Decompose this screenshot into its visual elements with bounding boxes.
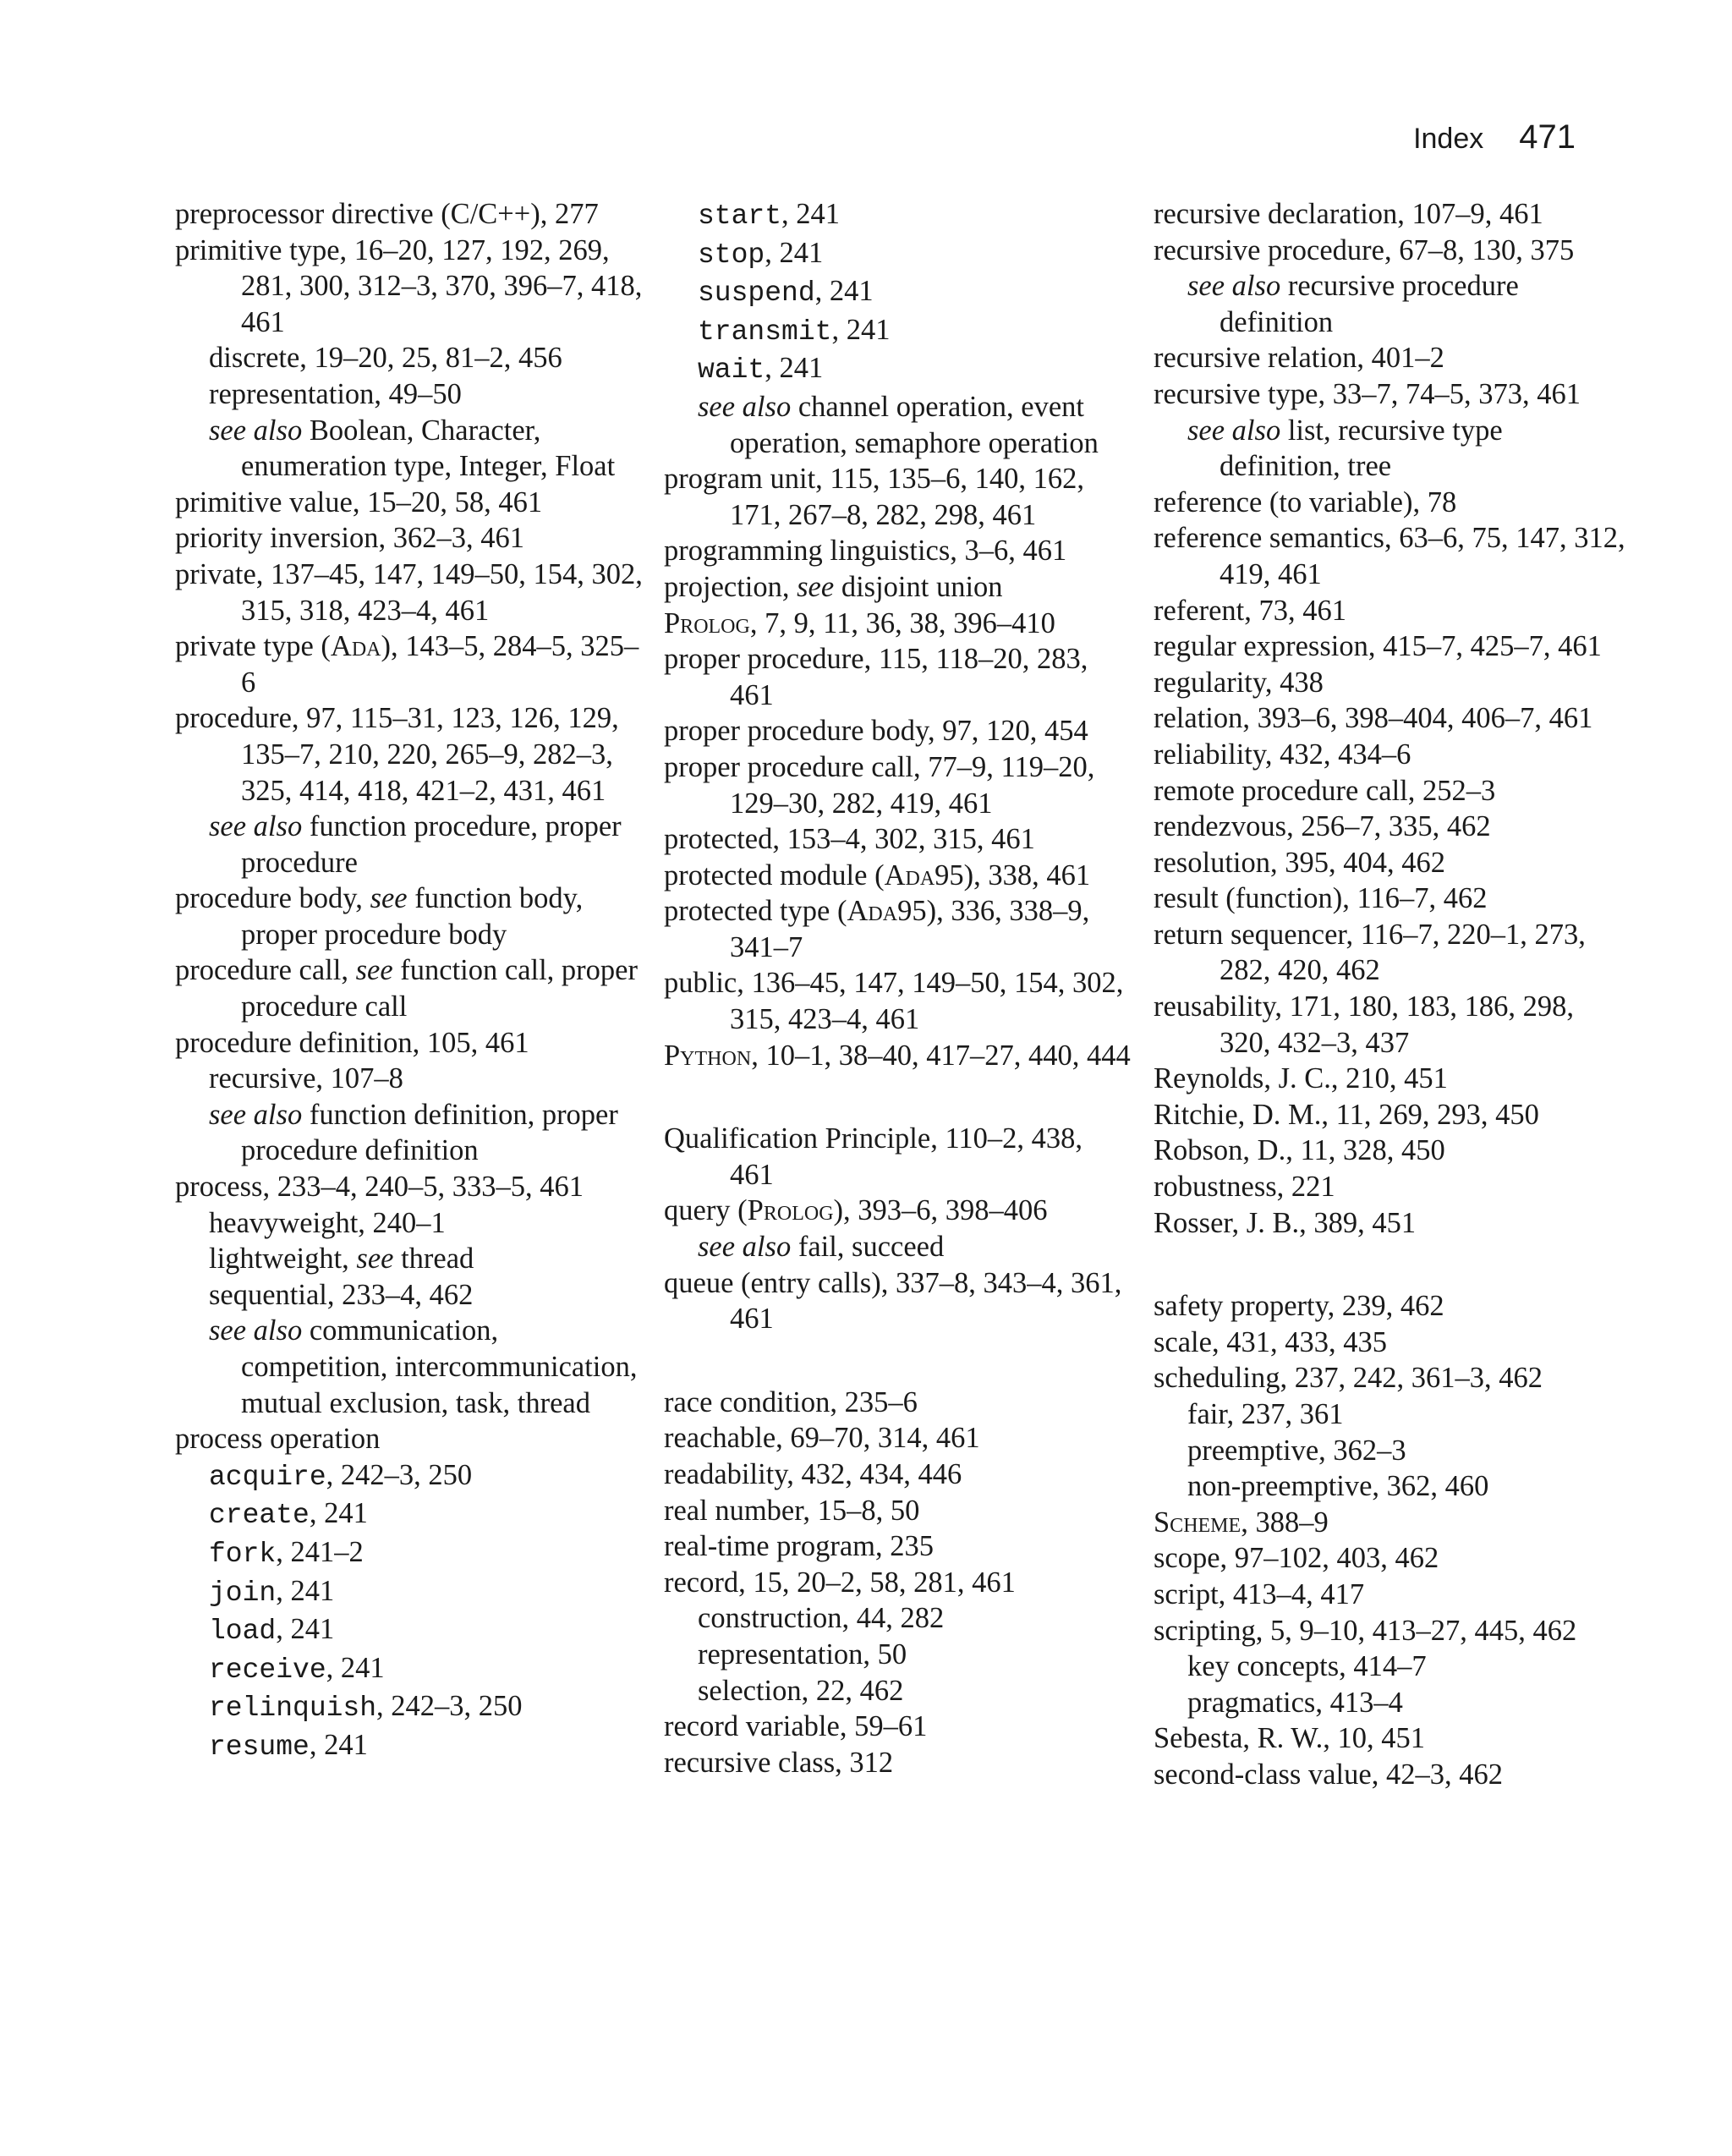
index-subentry	[175, 809, 649, 881]
index-entry	[1154, 845, 1627, 881]
index-entry	[664, 965, 1133, 1037]
index-column-1	[175, 196, 649, 1766]
index-subentry	[664, 389, 1133, 461]
letter-group-gap	[1154, 1241, 1627, 1288]
entry-text: , 241	[276, 1574, 335, 1607]
index-entry	[1154, 917, 1627, 989]
entry-text: procedure call,	[175, 954, 356, 987]
index-subentry	[664, 1637, 1133, 1673]
entry-text: ), 143–5, 284–5, 325–6	[241, 630, 639, 699]
index-entry	[1154, 1205, 1627, 1242]
entry-text: communication, competition, intercommunication, mutual exclusion, task, thread	[241, 1314, 638, 1419]
index-subentry	[175, 1688, 649, 1727]
index-subentry	[1154, 1685, 1627, 1721]
entry-text: see also	[1187, 414, 1281, 447]
index-entry	[664, 1193, 1133, 1229]
entry-text: primitive type, 16–20, 127, 192, 269, 281, 300, 312–3, 370, 396–7, 418, 461	[175, 233, 643, 338]
entry-text: see also	[209, 1314, 303, 1347]
entry-text: receive	[209, 1654, 326, 1686]
entry-text: sequential, 233–4, 462	[209, 1278, 474, 1311]
entry-text: 95), 338, 461	[935, 859, 1091, 891]
index-entry	[1154, 989, 1627, 1061]
entry-text: , 241	[814, 275, 874, 308]
entry-text: see also	[209, 810, 303, 843]
entry-text: Prolog	[664, 606, 750, 639]
entry-text: construction, 44, 282	[698, 1602, 945, 1635]
index-entry	[664, 461, 1133, 533]
entry-text: Reynolds, J. C., 210, 451	[1154, 1062, 1448, 1095]
entry-text: key concepts, 414–7	[1187, 1650, 1427, 1683]
index-entry	[175, 952, 649, 1024]
index-subentry	[175, 413, 649, 485]
entry-text: function body, proper procedure body	[241, 882, 584, 951]
index-entry	[664, 858, 1133, 894]
entry-text: channel operation, event operation, semaphore operation	[730, 390, 1099, 459]
index-entry	[1154, 196, 1627, 233]
index-entry	[175, 700, 649, 809]
index-entry	[664, 1709, 1133, 1745]
index-entry	[1154, 1061, 1627, 1097]
index-subentry	[175, 1457, 649, 1496]
index-entry	[175, 233, 649, 341]
entry-text: disjoint union	[834, 570, 1003, 603]
index-entry	[1154, 665, 1627, 701]
entry-text: , 241	[781, 198, 841, 230]
index-subentry	[664, 1600, 1133, 1637]
index-column-2	[664, 196, 1133, 1780]
entry-text: recursive relation, 401–2	[1154, 342, 1444, 375]
index-entry	[1154, 1577, 1627, 1613]
entry-text: procedure, 97, 115–31, 123, 126, 129, 135–7, 210, 220, 265–9, 282–3, 325, 414, 418, 421–2, 431, 461	[175, 702, 619, 807]
entry-text: Python	[664, 1039, 752, 1072]
index-entry	[664, 1420, 1133, 1457]
entry-text: regular expression, 415–7, 425–7, 461	[1154, 630, 1602, 663]
index-subentry	[175, 1097, 649, 1169]
entry-text: protected module (	[664, 859, 885, 891]
entry-text: , 241	[765, 236, 824, 269]
entry-text: queue (entry calls), 337–8, 343–4, 361, 461	[664, 1266, 1122, 1336]
index-entry	[1154, 340, 1627, 376]
index-entry	[664, 569, 1133, 606]
index-entry	[1154, 1505, 1627, 1541]
entry-text: real-time program, 235	[664, 1530, 935, 1563]
entry-text: scope, 97–102, 403, 462	[1154, 1542, 1439, 1575]
entry-text: Ada	[847, 895, 898, 928]
entry-text: priority inversion, 362–3, 461	[175, 522, 525, 555]
index-entry	[1154, 628, 1627, 665]
index-subentry	[664, 273, 1133, 312]
index-entry	[664, 1565, 1133, 1601]
index-subentry	[1154, 268, 1627, 340]
entry-text: see also	[209, 1098, 303, 1131]
entry-text: script, 413–4, 417	[1154, 1577, 1365, 1610]
entry-text: see also	[1187, 270, 1281, 303]
entry-text: public, 136–45, 147, 149–50, 154, 302, 315, 423–4, 461	[664, 967, 1124, 1036]
entry-text: , 241	[765, 352, 824, 385]
index-subentry	[1154, 1649, 1627, 1685]
entry-text: , 7, 9, 11, 36, 38, 396–410	[749, 606, 1055, 639]
entry-text: relinquish	[209, 1692, 377, 1725]
index-entry	[664, 1745, 1133, 1781]
entry-text: function call, proper procedure call	[241, 954, 638, 1023]
entry-text: heavyweight, 240–1	[209, 1206, 446, 1239]
entry-text: fork	[209, 1538, 277, 1570]
entry-text: process operation	[175, 1423, 381, 1456]
index-subentry	[664, 312, 1133, 351]
entry-text: list, recursive type definition, tree	[1220, 414, 1503, 483]
entry-text: 95), 336, 338–9, 341–7	[730, 895, 1090, 963]
page-number: 471	[1519, 118, 1576, 156]
entry-text: lightweight,	[209, 1243, 357, 1275]
entry-text: protected type (	[664, 895, 847, 928]
entry-text: wait	[698, 354, 765, 387]
entry-text: scale, 431, 433, 435	[1154, 1325, 1387, 1358]
entry-text: private type (	[175, 630, 331, 663]
entry-text: , 241	[326, 1651, 385, 1684]
index-subentry	[1154, 1433, 1627, 1469]
entry-text: start	[698, 200, 782, 232]
index-entry	[175, 485, 649, 521]
letter-group-gap	[664, 1073, 1133, 1121]
index-entry	[1154, 1540, 1627, 1577]
index-subentry	[175, 1061, 649, 1097]
index-entry	[1154, 1757, 1627, 1793]
entry-text: Robson, D., 11, 328, 450	[1154, 1134, 1445, 1167]
entry-text: acquire	[209, 1461, 326, 1493]
entry-text: process, 233–4, 240–5, 333–5, 461	[175, 1171, 584, 1204]
entry-text: reliability, 432, 434–6	[1154, 738, 1411, 771]
index-entry	[664, 641, 1133, 713]
entry-text: , 388–9	[1241, 1506, 1329, 1539]
index-subentry	[664, 1229, 1133, 1265]
entry-text: representation, 49–50	[209, 377, 462, 410]
entry-text: recursive procedure definition	[1220, 270, 1519, 338]
index-entry	[664, 1385, 1133, 1421]
entry-text: resolution, 395, 404, 462	[1154, 846, 1445, 879]
entry-text: see also	[698, 390, 792, 423]
entry-text: , 242–3, 250	[326, 1458, 473, 1491]
index-entry	[175, 1421, 649, 1457]
entry-text: recursive type, 33–7, 74–5, 373, 461	[1154, 377, 1581, 410]
entry-text: record variable, 59–61	[664, 1710, 928, 1743]
entry-text: regularity, 438	[1154, 666, 1324, 699]
entry-text: recursive, 107–8	[209, 1062, 403, 1095]
index-entry	[1154, 233, 1627, 269]
index-entry	[664, 749, 1133, 821]
entry-text: Sebesta, R. W., 10, 451	[1154, 1722, 1426, 1755]
index-entry	[1154, 881, 1627, 917]
entry-text: non-preemptive, 362, 460	[1187, 1470, 1489, 1503]
entry-text: remote procedure call, 252–3	[1154, 774, 1496, 807]
index-subentry	[175, 1573, 649, 1612]
entry-text: procedure body,	[175, 882, 370, 915]
index-subentry	[175, 340, 649, 376]
index-subentry	[175, 1534, 649, 1573]
entry-text: recursive procedure, 67–8, 130, 375	[1154, 233, 1575, 266]
index-subentry	[664, 1673, 1133, 1709]
entry-text: pragmatics, 413–4	[1187, 1686, 1403, 1719]
entry-text: second-class value, 42–3, 462	[1154, 1758, 1503, 1791]
entry-text: reusability, 171, 180, 183, 186, 298, 320, 432–3, 437	[1154, 990, 1575, 1059]
entry-text: see	[356, 1243, 394, 1275]
index-entry	[664, 606, 1133, 642]
index-entry	[1154, 376, 1627, 413]
entry-text: programming linguistics, 3–6, 461	[664, 535, 1067, 568]
entry-text: recursive declaration, 107–9, 461	[1154, 198, 1543, 230]
entry-text: see	[370, 882, 408, 915]
index-entry	[1154, 1613, 1627, 1649]
running-header-title: Index	[1413, 123, 1484, 155]
index-entry	[1154, 485, 1627, 521]
entry-text: private, 137–45, 147, 149–50, 154, 302, 315, 318, 423–4, 461	[175, 557, 643, 627]
index-entry	[175, 1025, 649, 1062]
entry-text: reference semantics, 63–6, 75, 147, 312, 419, 461	[1154, 522, 1625, 590]
entry-text: discrete, 19–20, 25, 81–2, 456	[209, 342, 562, 375]
index-entry	[664, 1121, 1133, 1193]
index-entry	[1154, 1720, 1627, 1757]
running-header	[1413, 118, 1576, 156]
entry-text: , 241	[276, 1613, 335, 1646]
index-subentry	[175, 1727, 649, 1766]
entry-text: selection, 22, 462	[698, 1674, 904, 1707]
entry-text: transmit	[698, 315, 832, 348]
entry-text: function definition, proper procedure definition	[241, 1098, 618, 1167]
index-entry	[1154, 1325, 1627, 1361]
index-entry	[1154, 1097, 1627, 1133]
index-subentry	[175, 1611, 649, 1650]
entry-text: preprocessor directive (C/C++), 277	[175, 198, 599, 230]
entry-text: recursive class, 312	[664, 1746, 894, 1779]
entry-text: , 241	[309, 1728, 368, 1761]
index-entry	[1154, 1288, 1627, 1325]
entry-text: Ada	[330, 630, 381, 663]
entry-text: projection,	[664, 570, 797, 603]
entry-text: protected, 153–4, 302, 315, 461	[664, 823, 1035, 856]
index-entry	[664, 821, 1133, 858]
entry-text: record, 15, 20–2, 58, 281, 461	[664, 1566, 1016, 1599]
entry-text: Prolog	[747, 1194, 834, 1227]
entry-text: Scheme	[1154, 1506, 1241, 1539]
index-entry	[1154, 737, 1627, 773]
entry-text: query (	[664, 1194, 748, 1227]
index-entry	[1154, 700, 1627, 737]
entry-text: proper procedure, 115, 118–20, 283, 461	[664, 643, 1088, 711]
entry-text: preemptive, 362–3	[1187, 1434, 1406, 1467]
index-subentry	[1154, 1468, 1627, 1505]
entry-text: result (function), 116–7, 462	[1154, 882, 1488, 915]
entry-text: scripting, 5, 9–10, 413–27, 445, 462	[1154, 1614, 1577, 1647]
index-column-3	[1154, 196, 1627, 1793]
entry-text: representation, 50	[698, 1638, 907, 1670]
entry-text: , 241	[831, 313, 891, 346]
index-subentry	[175, 1205, 649, 1242]
entry-text: see also	[698, 1231, 792, 1264]
index-subentry	[175, 1650, 649, 1689]
entry-text: proper procedure call, 77–9, 119–20, 129–30, 282, 419, 461	[664, 750, 1095, 820]
index-subentry	[175, 376, 649, 413]
entry-text: safety property, 239, 462	[1154, 1290, 1444, 1323]
entry-text: suspend	[698, 277, 815, 310]
index-entry	[1154, 809, 1627, 845]
entry-text: procedure definition, 105, 461	[175, 1026, 529, 1059]
entry-text: see	[797, 570, 835, 603]
index-entry	[1154, 1169, 1627, 1205]
entry-text: fail, succeed	[791, 1231, 945, 1264]
index-entry	[664, 1528, 1133, 1565]
index-entry	[175, 881, 649, 952]
index-entry	[1154, 1133, 1627, 1169]
index-entry	[175, 1169, 649, 1205]
index-entry	[664, 893, 1133, 965]
entry-text: scheduling, 237, 242, 361–3, 462	[1154, 1362, 1543, 1395]
index-entry	[175, 196, 649, 233]
index-entry	[175, 628, 649, 700]
entry-text: real number, 15–8, 50	[664, 1494, 920, 1527]
index-subentry	[664, 196, 1133, 235]
index-entry	[175, 557, 649, 628]
entry-text: robustness, 221	[1154, 1171, 1335, 1204]
entry-text: , 241–2	[276, 1535, 364, 1568]
entry-text: Boolean, Character, enumeration type, Integer, Float	[241, 414, 616, 483]
entry-text: ), 393–6, 398–406	[833, 1194, 1048, 1227]
entry-text: create	[209, 1500, 310, 1532]
entry-text: see also	[209, 414, 303, 447]
index-entry	[664, 1038, 1133, 1074]
entry-text: , 242–3, 250	[376, 1690, 523, 1723]
index-entry	[1154, 520, 1627, 592]
entry-text: function procedure, proper procedure	[241, 810, 622, 879]
index-subentry	[1154, 413, 1627, 485]
index-subentry	[1154, 1396, 1627, 1433]
entry-text: Ada	[884, 859, 935, 891]
entry-text: stop	[698, 239, 765, 271]
entry-text: relation, 393–6, 398–404, 406–7, 461	[1154, 702, 1593, 735]
entry-text: readability, 432, 434, 446	[664, 1458, 962, 1490]
entry-text: , 10–1, 38–40, 417–27, 440, 444	[751, 1039, 1131, 1072]
entry-text: race condition, 235–6	[664, 1385, 918, 1418]
entry-text: see	[355, 954, 393, 987]
index-subentry	[664, 235, 1133, 274]
index-subentry	[175, 1241, 649, 1277]
entry-text: load	[209, 1616, 277, 1648]
index-subentry	[175, 1277, 649, 1314]
entry-text: program unit, 115, 135–6, 140, 162, 171, 267–8, 282, 298, 461	[664, 463, 1085, 531]
entry-text: thread	[393, 1243, 474, 1275]
entry-text: join	[209, 1577, 277, 1609]
index-subentry	[175, 1313, 649, 1421]
index-entry	[664, 1457, 1133, 1493]
entry-text: return sequencer, 116–7, 220–1, 273, 282, 420, 462	[1154, 918, 1586, 987]
index-entry	[1154, 773, 1627, 809]
index-entry	[664, 1265, 1133, 1337]
letter-group-gap	[664, 1337, 1133, 1385]
entry-text: referent, 73, 461	[1154, 594, 1346, 627]
index-entry	[1154, 593, 1627, 629]
entry-text: Qualification Principle, 110–2, 438, 461	[664, 1122, 1083, 1191]
index-entry	[664, 1493, 1133, 1529]
entry-text: reference (to variable), 78	[1154, 486, 1457, 518]
index-entry	[664, 533, 1133, 569]
entry-text: , 241	[309, 1497, 368, 1530]
entry-text: Rosser, J. B., 389, 451	[1154, 1206, 1417, 1239]
entry-text: Ritchie, D. M., 11, 269, 293, 450	[1154, 1098, 1539, 1131]
entry-text: reachable, 69–70, 314, 461	[664, 1422, 980, 1455]
index-subentry	[664, 350, 1133, 389]
index-entry	[175, 520, 649, 557]
entry-text: proper procedure body, 97, 120, 454	[664, 715, 1088, 748]
entry-text: rendezvous, 256–7, 335, 462	[1154, 810, 1491, 843]
entry-text: resume	[209, 1731, 310, 1763]
index-entry	[664, 713, 1133, 749]
index-subentry	[175, 1495, 649, 1534]
entry-text: fair, 237, 361	[1187, 1398, 1344, 1430]
index-entry	[1154, 1360, 1627, 1396]
entry-text: primitive value, 15–20, 58, 461	[175, 486, 543, 518]
